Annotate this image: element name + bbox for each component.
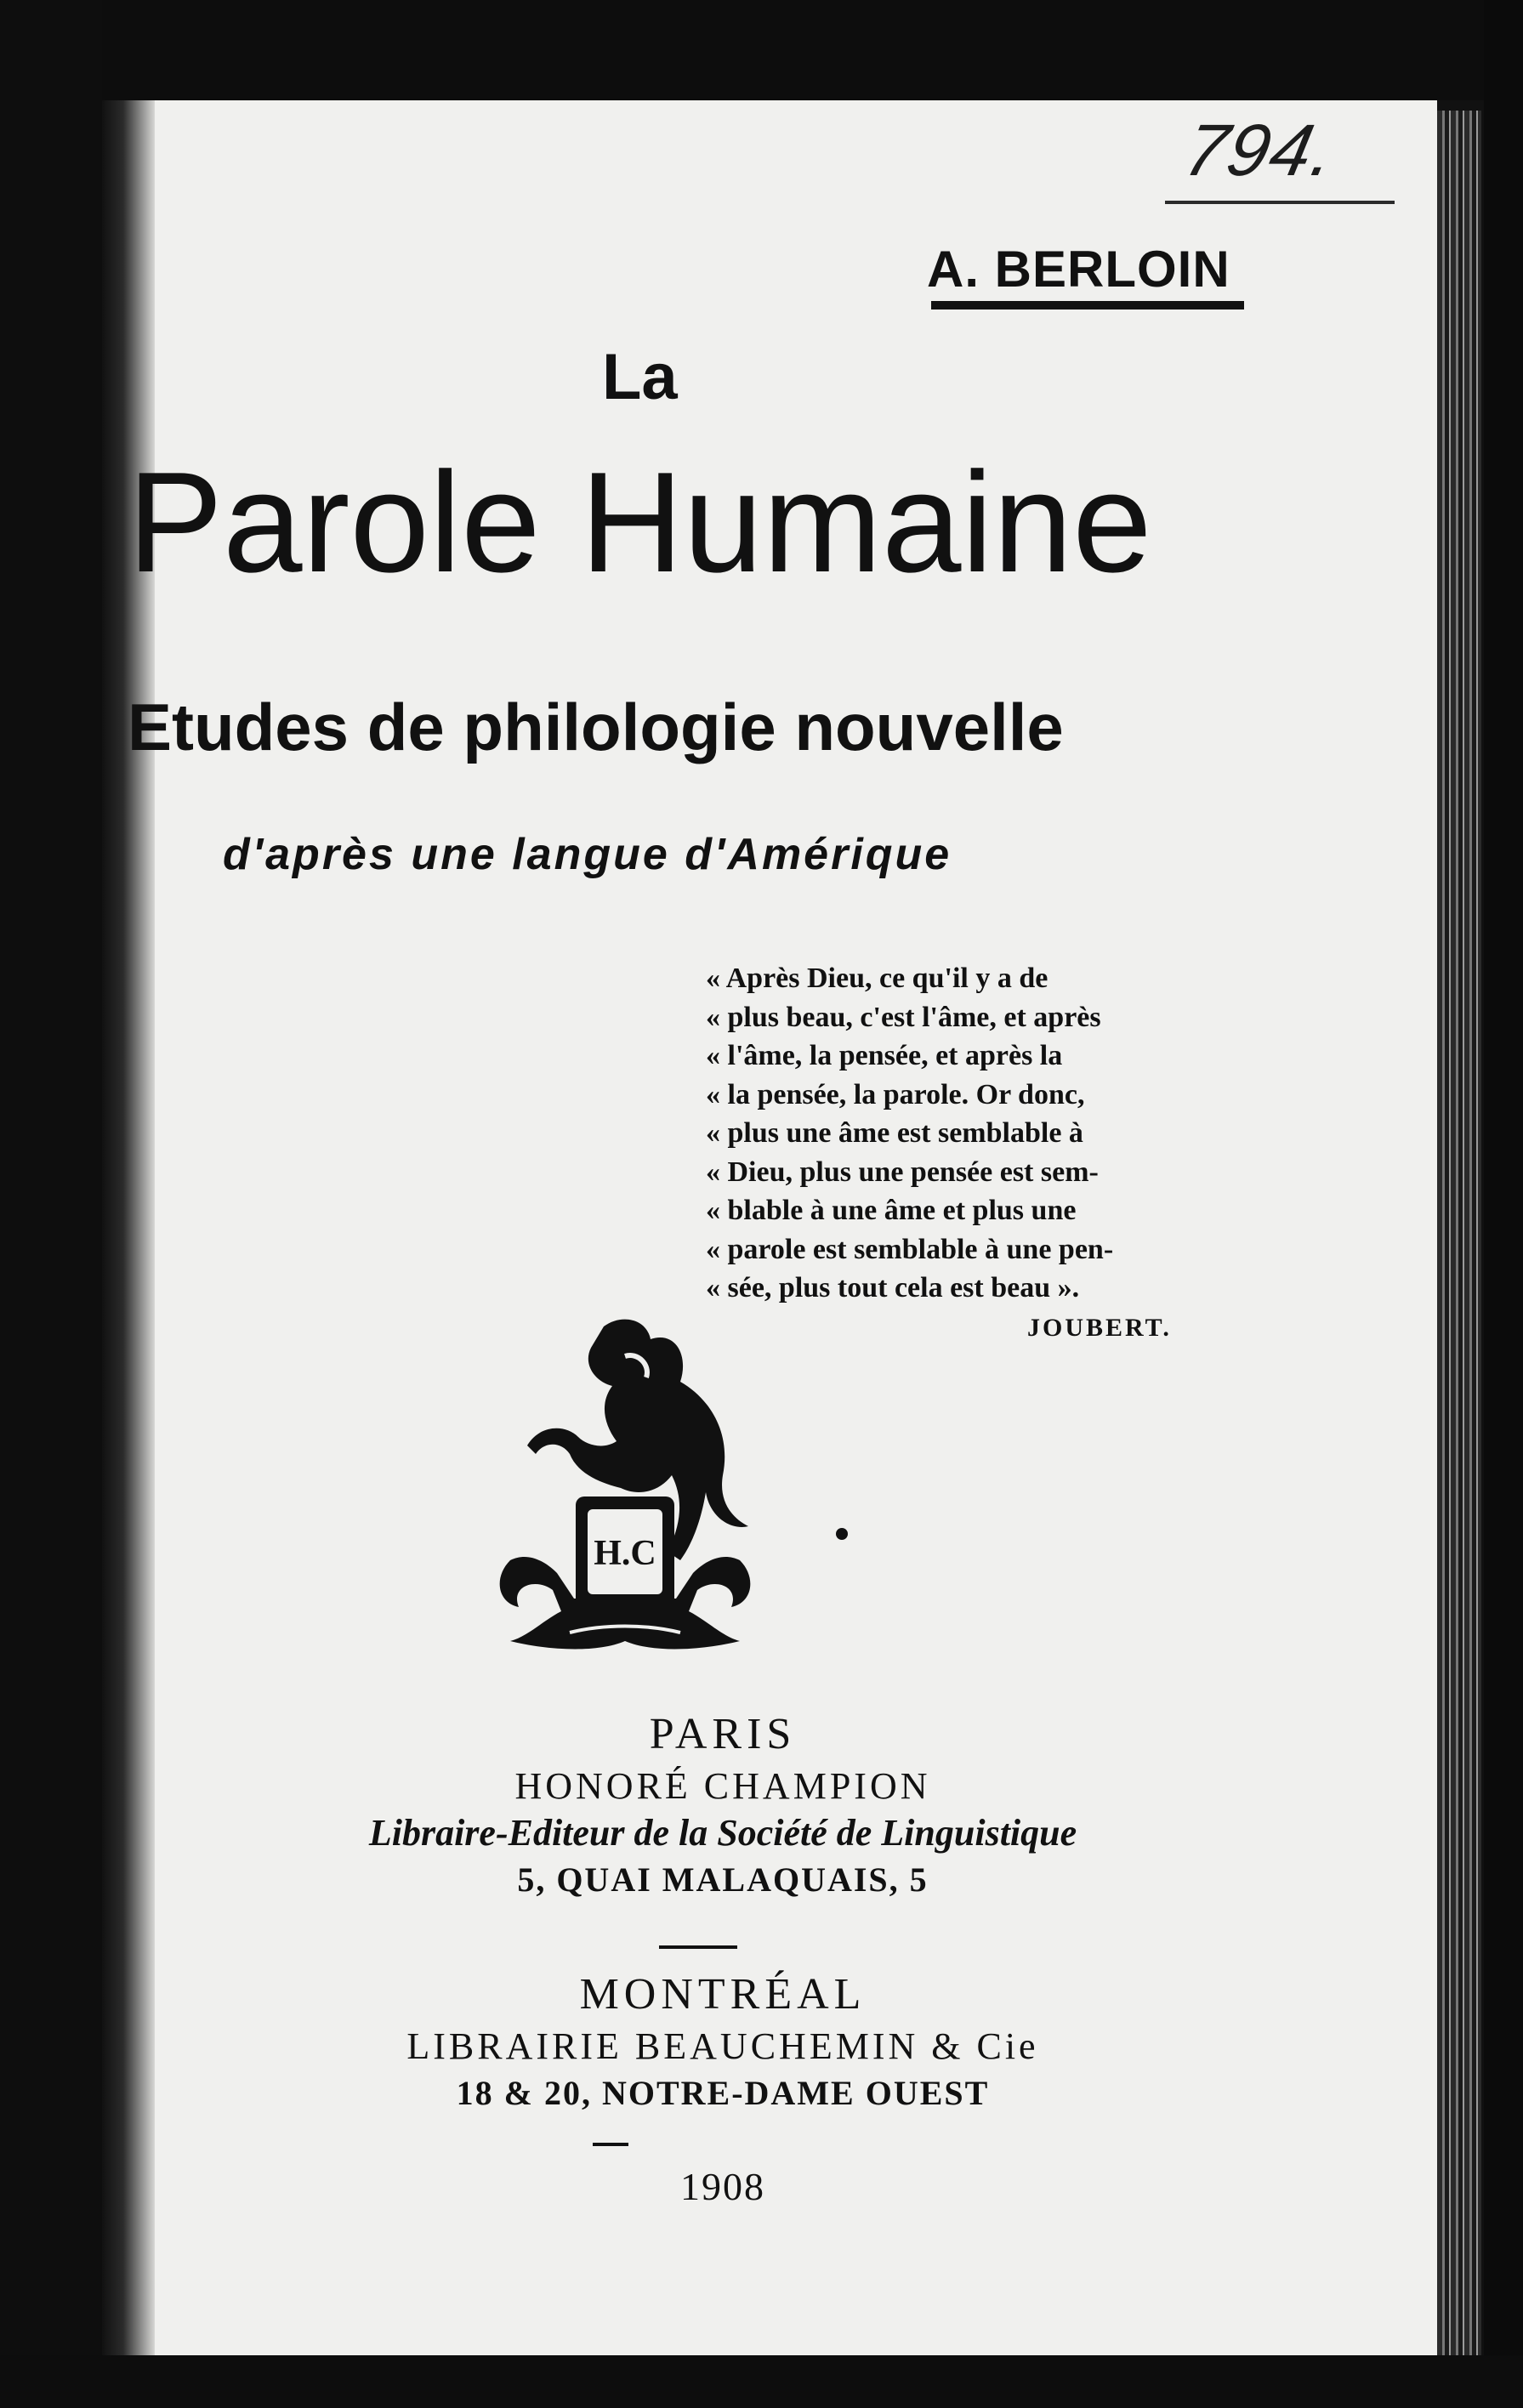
- epigraph: [706, 959, 1250, 1308]
- logo-monogram: H.C: [594, 1534, 656, 1573]
- publisher-logo-icon: [476, 1305, 782, 1662]
- imprint-city-montreal: MONTRÉAL: [579, 1970, 867, 2019]
- imprint-publisher-paris: HONORÉ CHAMPION: [514, 1765, 931, 1807]
- author-name: A. BERLOIN: [927, 241, 1230, 298]
- epigraph-line: « l'âme, la pensée, et après la: [706, 1040, 1063, 1071]
- book-title: Parole Humaine: [128, 442, 1152, 602]
- epigraph-author: JOUBERT.: [1027, 1314, 1172, 1342]
- title-article: La: [602, 341, 678, 413]
- catalog-underline: [1165, 201, 1395, 204]
- catalog-number: 794.: [1177, 110, 1344, 191]
- book-subtitle: Etudes de philologie nouvelle: [128, 690, 1064, 764]
- publication-year: 1908: [680, 2165, 765, 2208]
- epigraph-line: « plus beau, c'est l'âme, et après: [706, 1001, 1101, 1033]
- scan-border-top: [0, 0, 1523, 100]
- epigraph-line: « Dieu, plus une pensée est sem-: [706, 1156, 1099, 1188]
- imprint-montreal: [128, 1969, 1318, 2113]
- ink-speck: [836, 1528, 848, 1540]
- scan-border-bottom: [0, 2355, 1523, 2408]
- year-separator: [593, 2143, 628, 2146]
- epigraph-line: « Après Dieu, ce qu'il y a de: [706, 963, 1048, 994]
- page-edges: [1437, 111, 1481, 2355]
- imprint-address-paris: 5, QUAI MALAQUAIS, 5: [517, 1860, 929, 1899]
- epigraph-line: « plus une âme est semblable à: [706, 1117, 1083, 1149]
- imprint-publisher-role: Libraire-Editeur de la Société de Linguistique: [368, 1812, 1077, 1854]
- epigraph-line: « la pensée, la parole. Or donc,: [706, 1078, 1085, 1110]
- author-underline: [931, 301, 1244, 310]
- epigraph-line: « parole est semblable à une pen-: [706, 1233, 1114, 1265]
- imprint-address-montreal: 18 & 20, NOTRE-DAME OUEST: [456, 2074, 990, 2112]
- imprint-separator: [659, 1945, 737, 1949]
- epigraph-line: « blable à une âme et plus une: [706, 1195, 1077, 1226]
- epigraph-line: « sée, plus tout cela est beau ».: [706, 1272, 1080, 1303]
- imprint-paris: [128, 1709, 1318, 1900]
- scan-border-left: [0, 0, 102, 2408]
- scan-border-right: [1484, 0, 1523, 2408]
- imprint-city-paris: PARIS: [649, 1710, 797, 1758]
- imprint-publisher-montreal: LIBRAIRIE BEAUCHEMIN & Cie: [406, 2025, 1039, 2067]
- book-subtitle-secondary: d'après une langue d'Amérique: [223, 830, 952, 879]
